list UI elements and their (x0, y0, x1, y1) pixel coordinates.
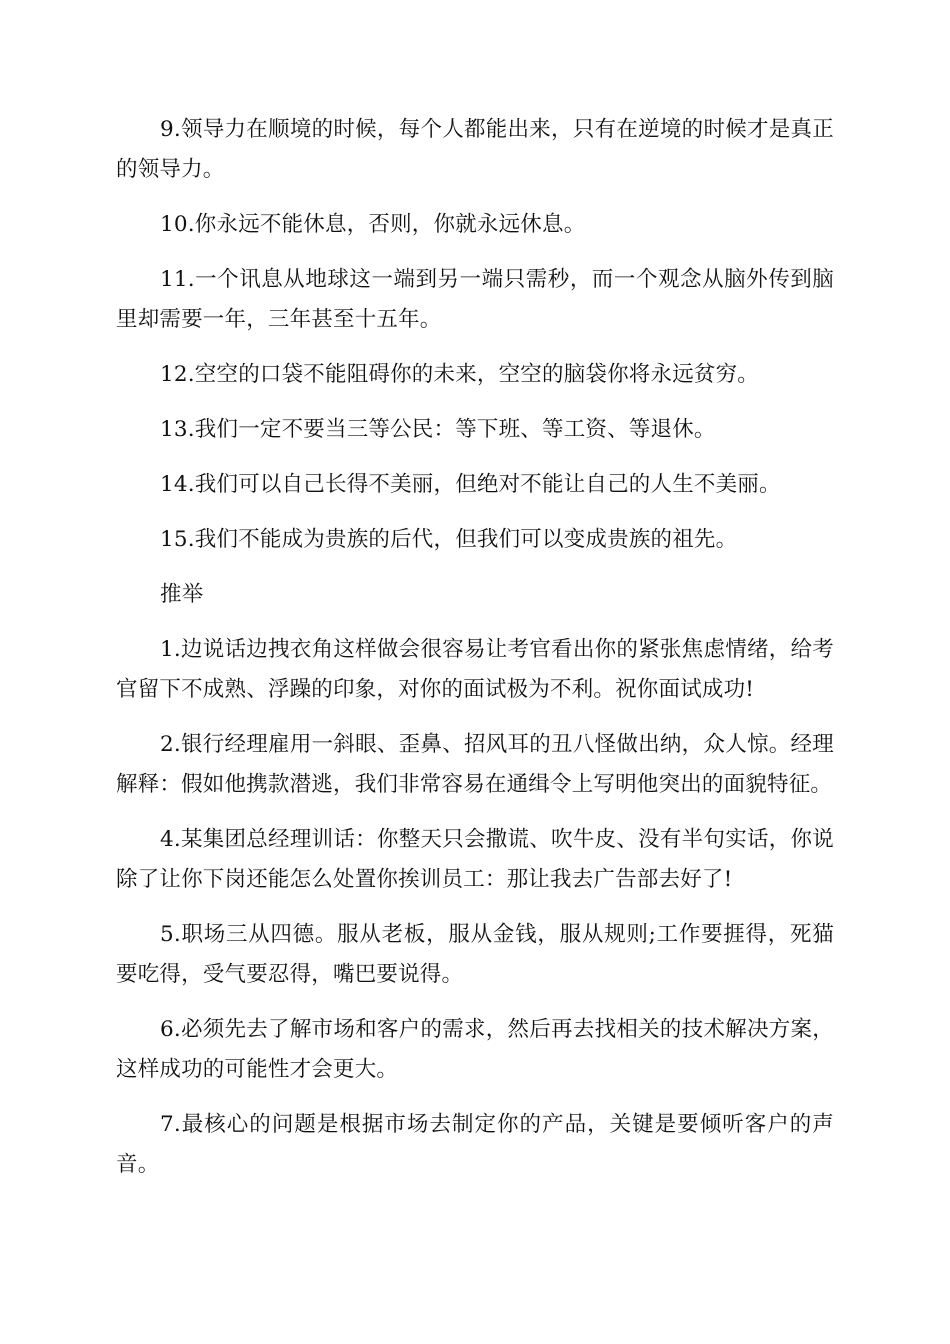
paragraph-12: 12.空空的口袋不能阻碍你的未来，空空的脑袋你将永远贫穷。 (160, 362, 759, 387)
paragraph-13: 13.我们一定不要当三等公民：等下班、等工资、等退休。 (160, 417, 716, 442)
paragraph-15: 15.我们不能成为贵族的后代，但我们可以变成贵族的祖先。 (160, 527, 738, 552)
paragraph-2: 2.银行经理雇用一斜眼、歪鼻、招风耳的丑八怪做出纳，众人惊。经理解释：假如他携款潜逃，我们非常容易在通缉令上写明他突出的面貌特征。 (116, 732, 834, 797)
paragraph-10: 10.你永远不能休息，否则，你就永远休息。 (160, 212, 586, 237)
paragraph-7: 7.最核心的问题是根据市场去制定你的产品，关键是要倾听客户的声音。 (116, 1112, 834, 1177)
paragraph-11: 11.一个讯息从地球这一端到另一端只需秒，而一个观念从脑外传到脑里却需要一年，三年甚至十五年。 (116, 267, 834, 332)
paragraph-6: 6.必须先去了解市场和客户的需求，然后再去找相关的技术解决方案，这样成功的可能性才会更大。 (116, 1017, 834, 1082)
paragraph-14: 14.我们可以自己长得不美丽，但绝对不能让自己的人生不美丽。 (160, 472, 781, 497)
paragraph-4: 4.某集团总经理训话：你整天只会撒谎、吹牛皮、没有半句实话，你说除了让你下岗还能怎么处置你挨训员工：那让我去广告部去好了! (116, 827, 834, 892)
document-body (116, 110, 834, 1200)
section-heading: 推举 (160, 582, 204, 607)
paragraph-5: 5.职场三从四德。服从老板，服从金钱，服从规则;工作要捱得，死猫要吃得，受气要忍得，嘴巴要说得。 (116, 922, 834, 987)
paragraph-9: 9.领导力在顺境的时候，每个人都能出来，只有在逆境的时候才是真正的领导力。 (116, 117, 834, 182)
paragraph-1: 1.边说话边拽衣角这样做会很容易让考官看出你的紧张焦虑情绪，给考官留下不成熟、浮躁的印象，对你的面试极为不利。祝你面试成功! (116, 637, 834, 702)
